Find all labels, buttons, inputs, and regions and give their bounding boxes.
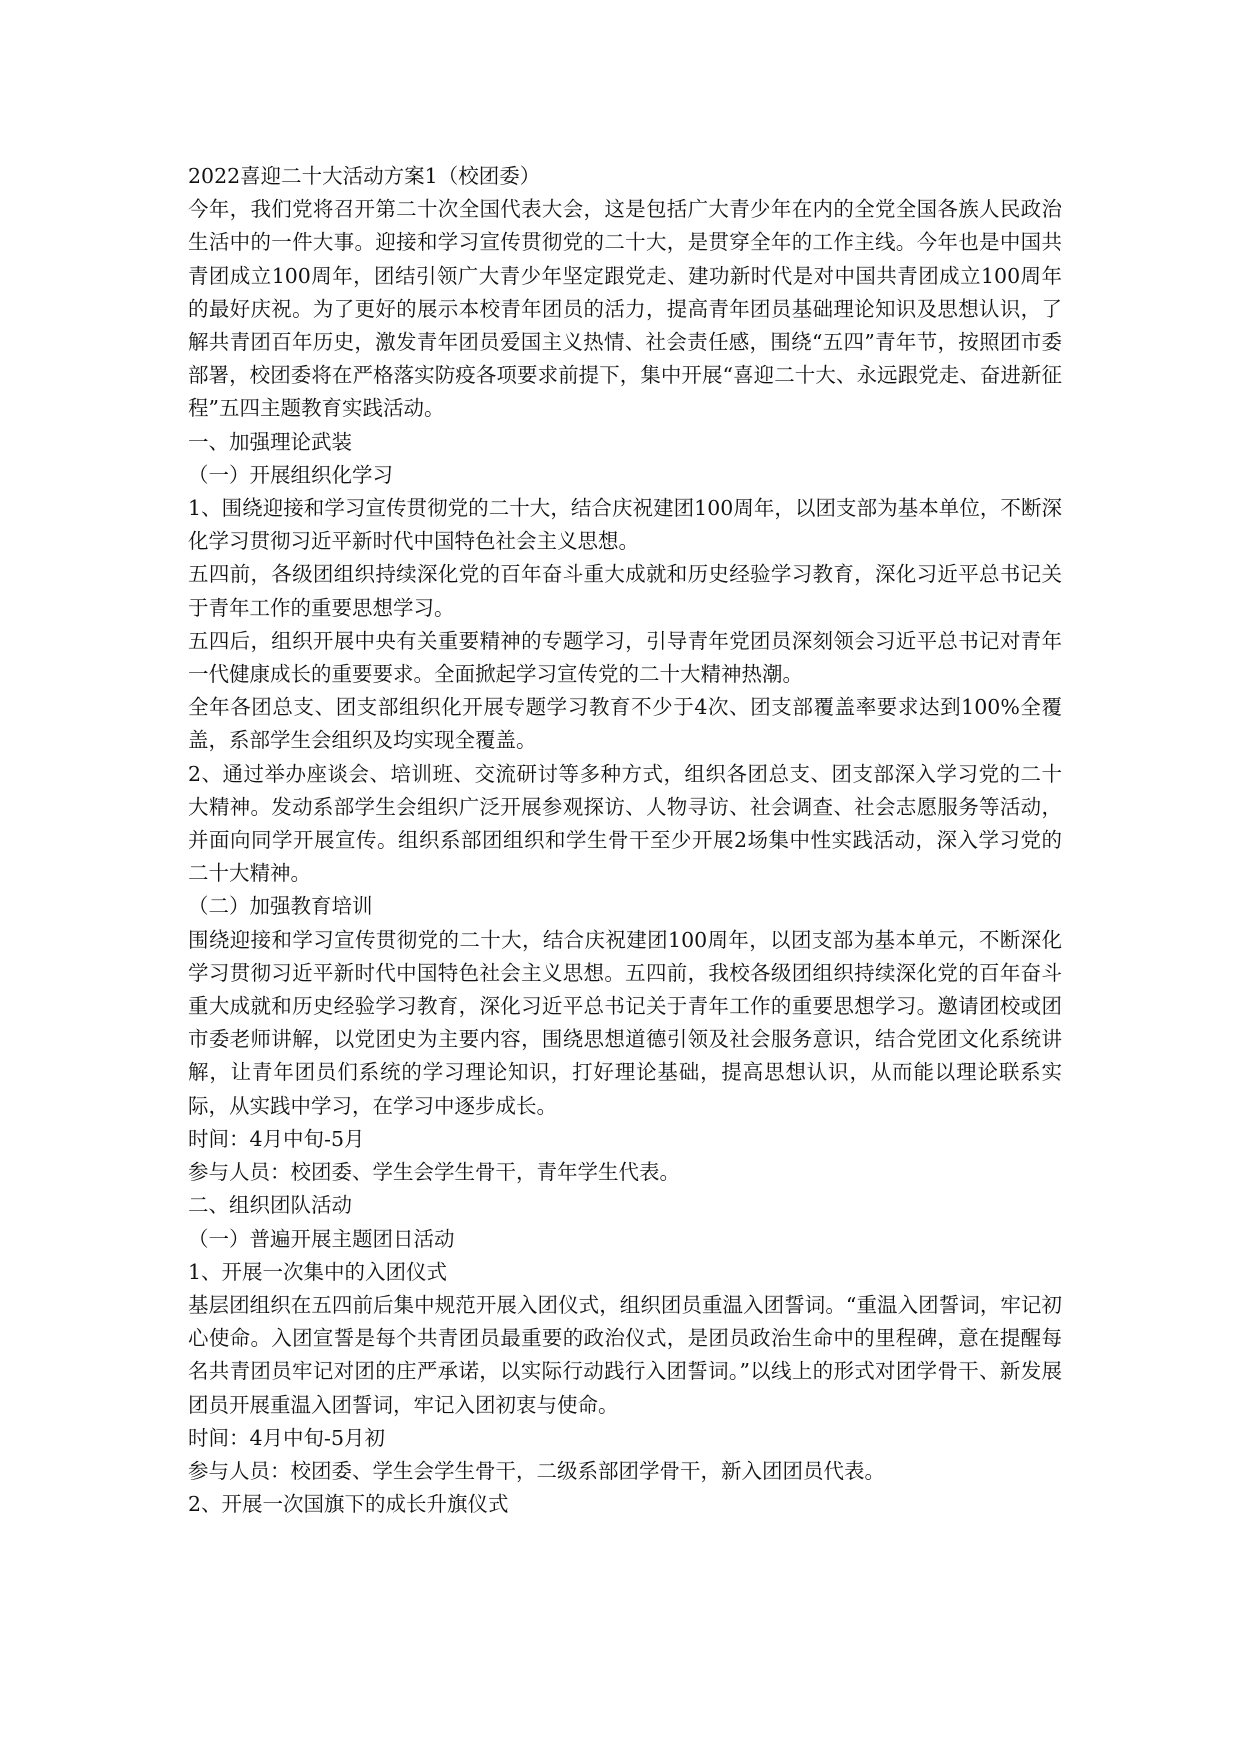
subsection-heading: （一）普遍开展主题团日活动 xyxy=(188,1226,455,1251)
document-title: 2022喜迎二十大活动方案1（校团委） xyxy=(188,164,541,188)
time-line: 时间：4月中旬-5月 xyxy=(188,1126,365,1151)
body-paragraph: 围绕迎接和学习宣传贯彻党的二十大，结合庆祝建团100周年，以团支部为基本单元，不断深化学习贯彻习近平新时代中国特色社会主义思想。五四前，我校各级团组织持续深化党的百年奋斗重大成就和历史经验学习教育，深化习近平总书记关于青年工作的重要思想学习。邀请团校或团市委老师讲解，以党团史为主要内容，围绕思想道德引领及社会服务意识，结合党团文化系统讲解，让青年团员们系统的学习理论知识，打好理论基础，提高思想认识，从而能以理论联系实际，从实践中学习，在学习中逐步成长。 xyxy=(188,927,1062,1118)
subsection-heading: （二）加强教育培训 xyxy=(188,894,373,919)
participants-line: 参与人员：校团委、学生会学生骨干，二级系部团学骨干，新入团团员代表。 xyxy=(188,1458,885,1483)
body-paragraph: 五四后，组织开展中央有关重要精神的专题学习，引导青年党团员深刻领会习近平总书记对青年一代健康成长的重要要求。全面掀起学习宣传党的二十大精神热潮。 xyxy=(188,628,1062,687)
intro-paragraph: 今年，我们党将召开第二十次全国代表大会，这是包括广大青少年在内的全党全国各族人民政治生活中的一件大事。迎接和学习宣传贯彻党的二十大，是贯穿全年的工作主线。今年也是中国共青团成立100周年，团结引领广大青少年坚定跟党走、建功新时代是对中国共青团成立100周年的最好庆祝。为了更好的展示本校青年团员的活力，提高青年团员基础理论知识及思想认识，了解共青团百年历史，激发青年团员爱国主义热情、社会责任感，围绕“五四”青年节，按照团市委部署，校团委将在严格落实防疫各项要求前提下，集中开展“喜迎二十大、永远跟党走、奋进新征程”五四主题教育实践活动。 xyxy=(188,197,1062,421)
body-paragraph: 1、围绕迎接和学习宣传贯彻党的二十大，结合庆祝建团100周年，以团支部为基本单位，不断深化学习贯彻习近平新时代中国特色社会主义思想。 xyxy=(188,496,1062,554)
body-paragraph: 2、通过举办座谈会、培训班、交流研讨等多种方式，组织各团总支、团支部深入学习党的二十大精神。发动系部学生会组织广泛开展参观探访、人物寻访、社会调查、社会志愿服务等活动，并面向同学开展宣传。组织系部团组织和学生骨干至少开展2场集中性实践活动，深入学习党的二十大精神。 xyxy=(188,761,1062,886)
time-line: 时间：4月中旬-5月初 xyxy=(188,1425,386,1450)
section-heading: 二、组织团队活动 xyxy=(188,1193,352,1218)
body-paragraph: 全年各团总支、团支部组织化开展专题学习教育不少于4次、团支部覆盖率要求达到100%全覆盖，系部学生会组织及均实现全覆盖。 xyxy=(188,695,1062,753)
subsection-heading: （一）开展组织化学习 xyxy=(188,462,393,487)
item-heading: 1、开展一次集中的入团仪式 xyxy=(188,1259,448,1284)
document-body xyxy=(188,160,1062,1521)
body-paragraph: 五四前，各级团组织持续深化党的百年奋斗重大成就和历史经验学习教育，深化习近平总书记关于青年工作的重要思想学习。 xyxy=(188,562,1062,620)
participants-line: 参与人员：校团委、学生会学生骨干，青年学生代表。 xyxy=(188,1160,680,1185)
section-heading: 一、加强理论武装 xyxy=(188,429,352,454)
item-heading: 2、开展一次国旗下的成长升旗仪式 xyxy=(188,1492,509,1517)
body-paragraph: 基层团组织在五四前后集中规范开展入团仪式，组织团员重温入团誓词。“重温入团誓词，牢记初心使命。入团宣誓是每个共青团员最重要的政治仪式，是团员政治生命中的里程碑，意在提醒每名共青团员牢记对团的庄严承诺，以实际行动践行入团誓词。”以线上的形式对团学骨干、新发展团员开展重温入团誓词，牢记入团初衷与使命。 xyxy=(188,1292,1062,1417)
